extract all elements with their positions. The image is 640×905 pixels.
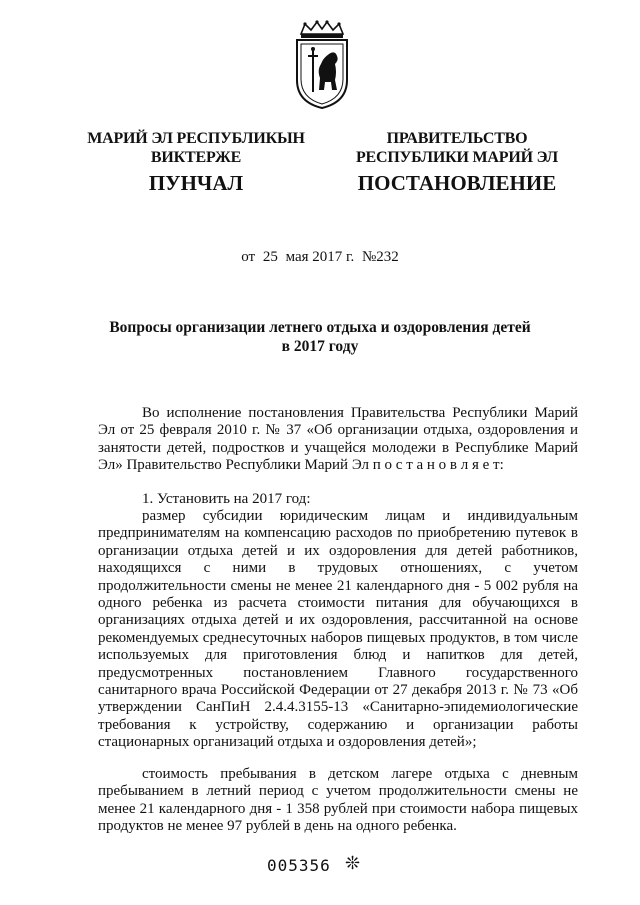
- document-number: 232: [376, 249, 399, 265]
- date-line: [0, 249, 640, 266]
- header-right-line2: РЕСПУБЛИКИ МАРИЙ ЭЛ: [355, 149, 559, 166]
- paragraph-preamble: Во исполнение постановления Правительства Республики Марий Эл от 25 февраля 2010 г. № 37 «Об организации отдыха, оздоровления и занятости детей, подростков и учащейся молодежи в Республике Марий Эл» Правительство Республики Марий Эл п о с т а н о в л я е т:: [98, 405, 578, 474]
- document-title: [100, 318, 540, 356]
- date-month-year: мая 2017 г.: [285, 249, 355, 265]
- number-sign: №: [361, 249, 377, 265]
- paragraph-camp-cost: стоимость пребывания в детском лагере отдыха с дневным пребыванием в летний период с учетом продолжительности смены не менее 21 календарного дня - 1 358 рублей при стоимости набора пищевых продуктов не менее 97 рублей в день на одного ребенка.: [98, 766, 578, 835]
- snowflake-mark-icon: ❊: [345, 853, 361, 873]
- header-right: [332, 129, 582, 167]
- paragraph-subsidy: размер субсидии юридическим лицам и индивидуальным предпринимателям на компенсацию расходов по приобретению путевок в организации отдыха детей и их оздоровления для детей работников, находящихся с ними в трудовых отношениях, с учетом продолжительности смены не менее 21 календарного дня - 5 002 рубля на одного ребенка из расчета стоимости питания для обучающихся в организациях отдыха детей и их оздоровления, рассчитанной на основе рекомендуемых среднесуточных наборов пищевых продуктов, в том числе используемых для приготовления блюд и напитков для детей, предусмотренных постановлением Главного государственного санитарного врача Российской Федерации от 27 декабря 2013 г. № 73 «Об утверждении СанПиН 2.4.4.3155-13 «Санитарно-эпидемиологические требования к устройству, содержанию и организации работы стационарных организаций отдыха и оздоровления детей»;: [98, 508, 578, 751]
- header-left-line1: МАРИЙ ЭЛ РЕСПУБЛИКЫН: [87, 130, 305, 147]
- serial-number: 005356: [267, 856, 331, 875]
- title-line2: в 2017 году: [281, 338, 359, 355]
- header-left: [71, 129, 321, 167]
- title-line1: Вопросы организации летнего отдыха и оздоровления детей: [109, 319, 531, 336]
- header-right-doc-type: ПОСТАНОВЛЕНИЕ: [357, 171, 557, 195]
- header-left-line2: ВИКТЕРЖЕ: [150, 149, 242, 166]
- coat-of-arms-emblem: [291, 20, 353, 110]
- date-day: 25: [262, 249, 278, 265]
- date-prefix: от: [241, 249, 256, 265]
- header-left-doc-type: ПУНЧАЛ: [148, 171, 244, 195]
- header-right-line1: ПРАВИТЕЛЬСТВО: [386, 130, 528, 147]
- paragraph-item-1: 1. Установить на 2017 год:: [142, 491, 311, 507]
